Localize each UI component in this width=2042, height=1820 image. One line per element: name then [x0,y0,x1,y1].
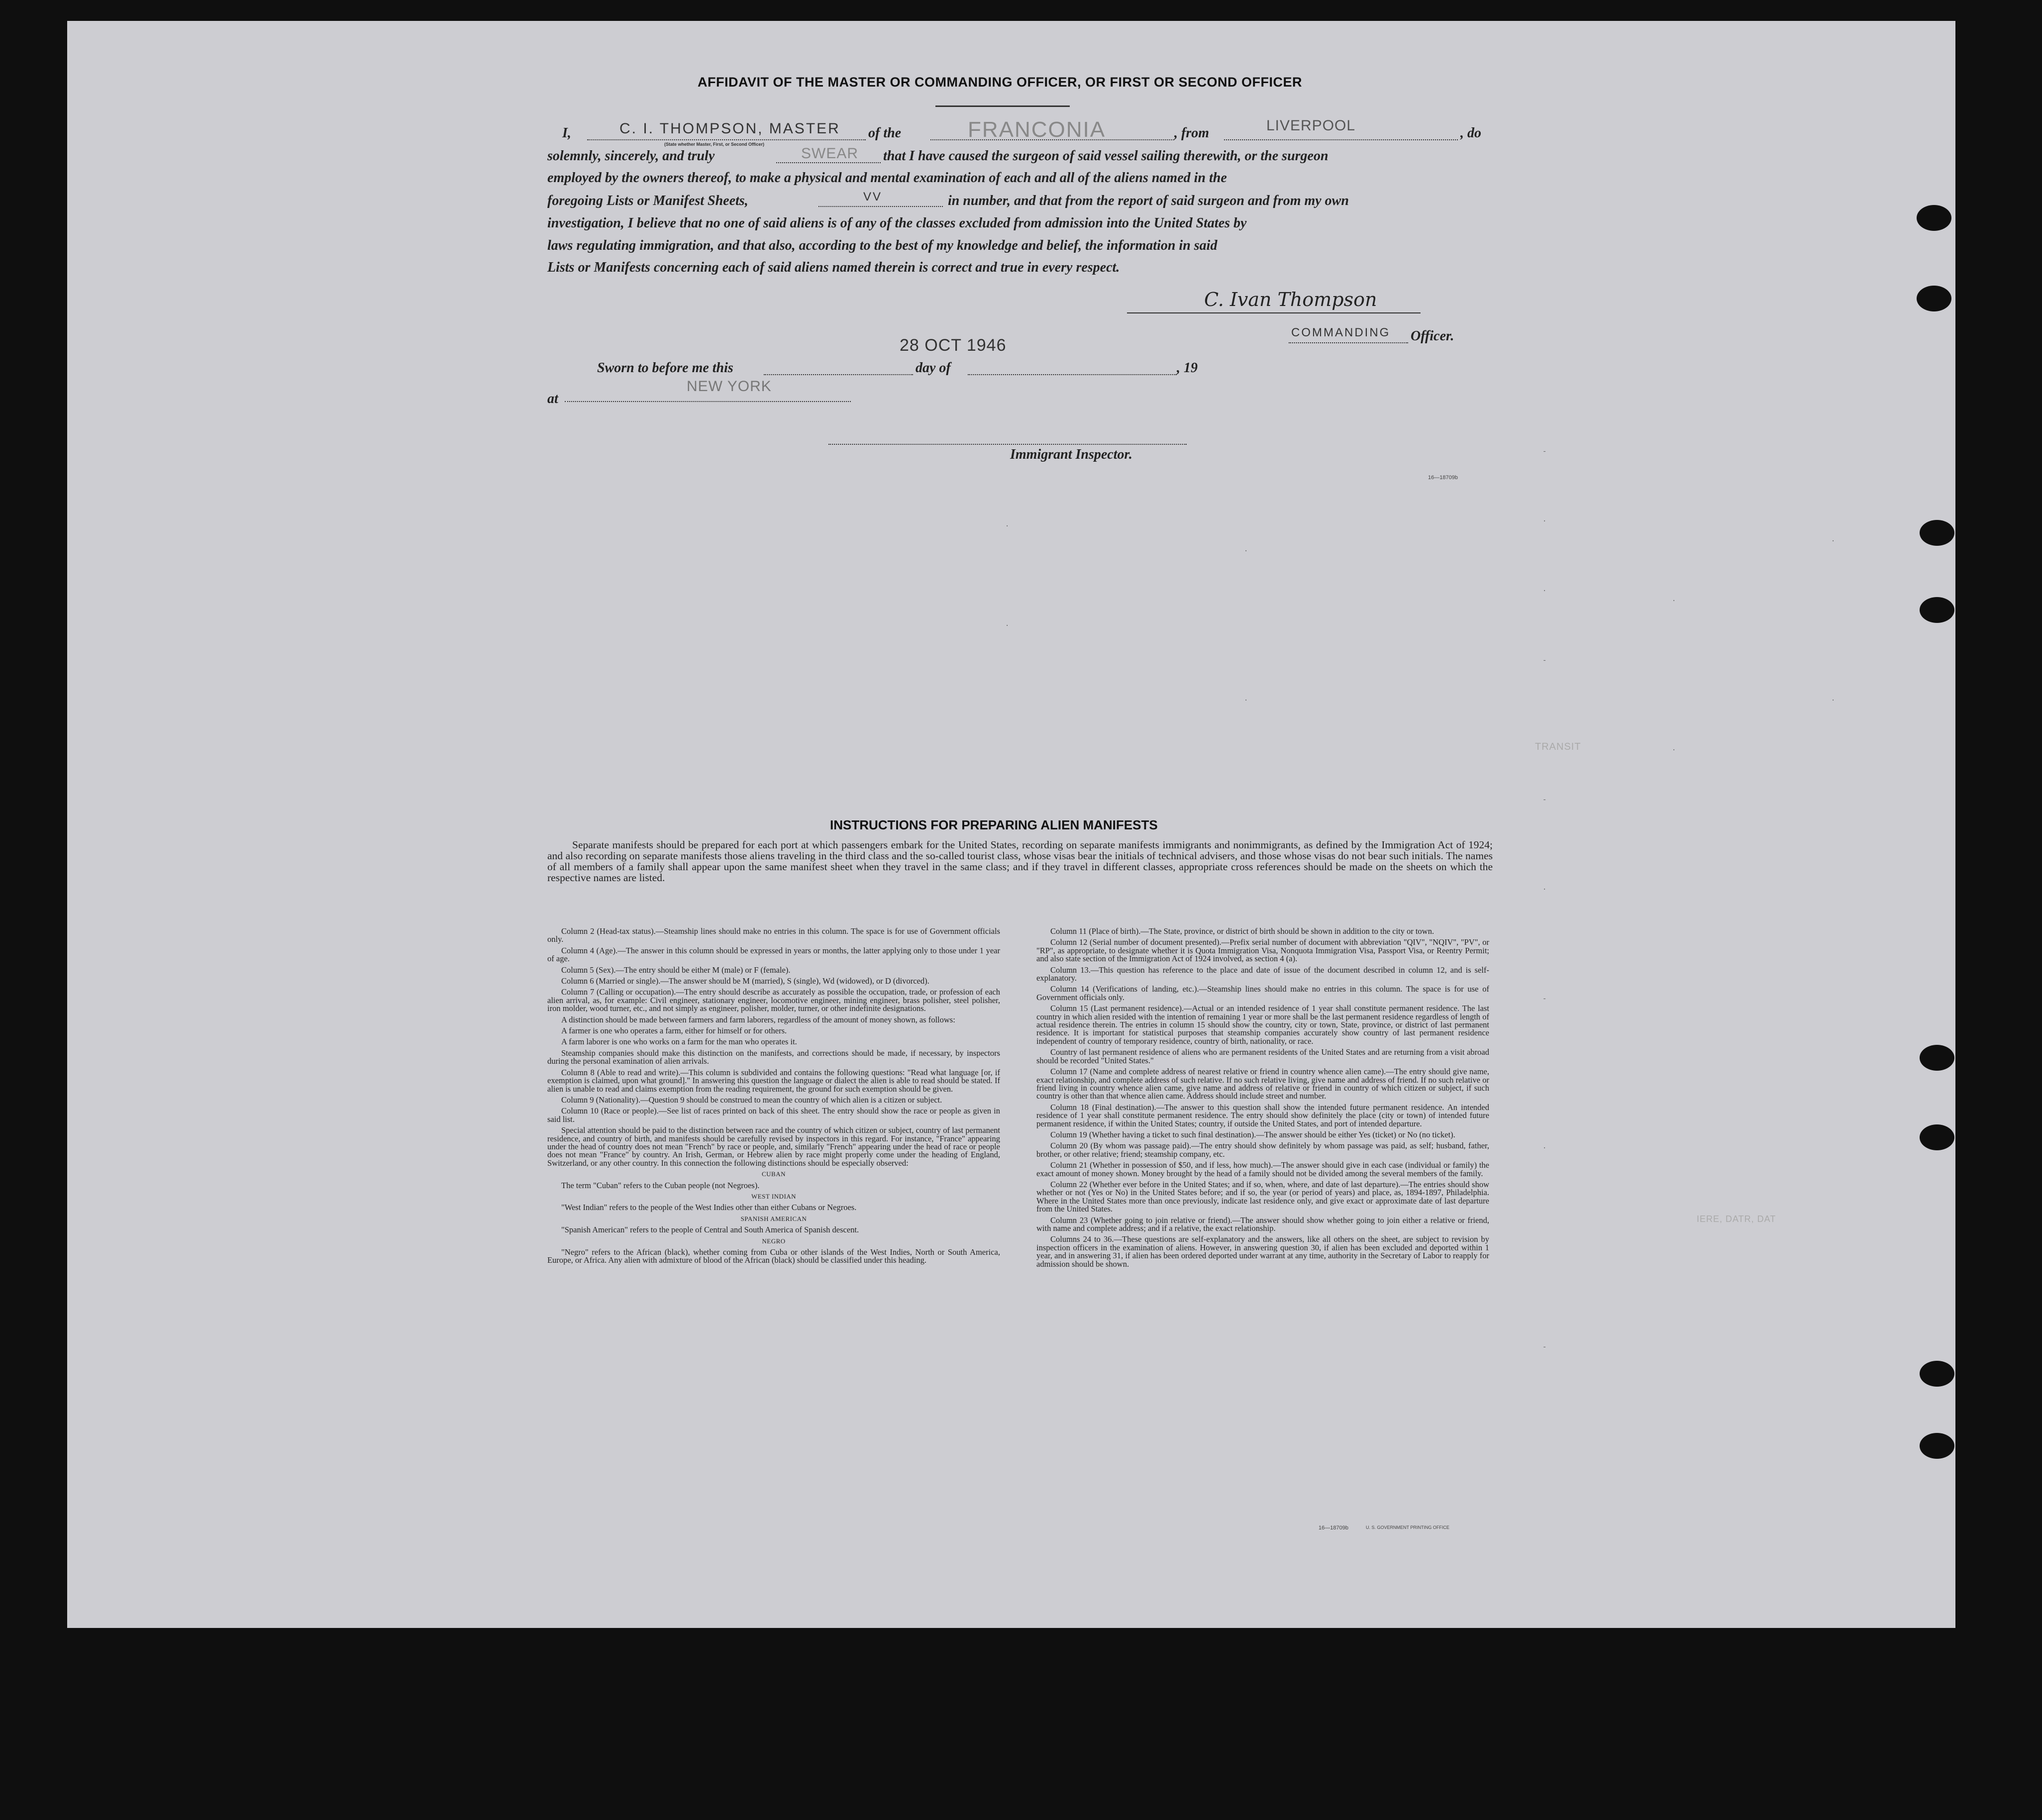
dot-speck: · [1542,1144,1547,1152]
instruction-paragraph: Column 17 (Name and complete address of nearest relative or friend in country whence alien came).—The entry should give name, exact relationship, and complete address of such relative. If no such relative living, give name and address of friend. If no such relative or friend living in country whence alien came, give name and address of relative or friend in country of which citizen or subject, if such country is other than that whence alien came. Address should include street and number. [1036,1067,1489,1101]
instruction-paragraph: Column 7 (Calling or occupation).—The entry should describe as accurately as possible the occupation, trade, or profession of each alien arrival, as, for example: Civil engineer, stationary engineer, locomotive engineer, mining engineer, brass polisher, steel polisher, iron molder, wood turner, etc., and not simply as engineer, polisher, molder, turner, or other indefinite designations. [547,987,1000,1013]
instruction-paragraph: Column 20 (By whom was passage paid).—The entry should show definitely by whom passage was paid, as self; husband, father, brother, or other relative; friend; steamship company, etc. [1036,1141,1489,1159]
location-stamp: NEW YORK [687,378,772,395]
instruction-paragraph: Column 14 (Verifications of landing, etc.).—Steamship lines should make no entries in this column. The space is for use of Government officials only. [1036,984,1489,1002]
instruction-paragraph: Column 5 (Sex).—The entry should be either M (male) or F (female). [561,965,791,975]
line3: employed by the owners thereof, to make a physical and mental examination of each and all of the aliens named in the [547,170,1227,186]
instruction-paragraph: Column 23 (Whether going to join relative or friend).—The answer should show whether going to join either a relative or friend, with name and complete address; and if a relative, the exact relationship. [1036,1215,1489,1233]
margin-mark-transit: TRANSIT [1535,741,1581,752]
ship-name-rule [930,139,1174,140]
swear-stamp: SWEAR [801,145,859,162]
day-of-text: day of [916,360,951,376]
sworn-date-stamp: 28 OCT 1946 [900,336,1007,355]
affidavit-title: AFFIDAVIT OF THE MASTER OR COMMANDING OFFICER, OR FIRST OR SECOND OFFICER [698,75,1302,90]
section-heading-cuban: CUBAN [761,1170,786,1178]
instruction-paragraph: Column 4 (Age).—The answer in this column should be expressed in years or months, the latter applying only to those under 1 year of age. [547,945,1000,964]
line4b: in number, and that from the report of said surgeon and from my own [948,193,1349,208]
instruction-paragraph: Columns 24 to 36.—These questions are self-explanatory and the answers, like all others on the sheet, are subject to revision by inspection officers in the examination of aliens. However, in answering question 30, if alien has been excluded and deported within 1 year, and in answering 31, if alien has been ordered deported under warrant at any time, authority in the Secretary of Labor to reapply for admission should be shown. [1036,1234,1489,1269]
punch-hole [1917,286,1951,311]
instruction-paragraph: Column 8 (Able to read and write).—This column is subdivided and contains the following questions: "Read what language [or, if exemption is claimed, upon what ground]." In answering this question the language or dialect the alien is able to read should be stated. If alien is unable to read and claims exemption from the reading requirement, the ground for such exemption should be given. [547,1067,1000,1094]
punch-hole [1920,1045,1954,1071]
line5: investigation, I believe that no one of said aliens is of any of the classes excluded from admission into the United States by [547,215,1247,231]
dot-speck: · [1831,697,1836,705]
instruction-paragraph: Column 10 (Race or people).—See list of races printed on back of this sheet. The entry should show the race or people as given in said list. [547,1106,1000,1124]
dot-speck: · [1542,886,1547,894]
dot-speck: - [1542,657,1547,665]
dot-speck: - [1542,1343,1547,1351]
instruction-paragraph: Column 11 (Place of birth).—The State, province, or district of birth should be shown in addition to the city or town. [1050,926,1434,936]
sheet-count-field: VV [863,190,883,203]
officer-word: Officer. [1411,328,1454,344]
instruction-paragraph: Column 22 (Whether ever before in the United States; and if so, when, where, and date of last departure).—The entries should show whether or not (Yes or No) in the United States before; and if so, the year (or period of years) and place, as, 1894-1897, Philadelphia. Where in the United States more than once previously, indicate last residence only, and give exact or approximate date of last departure from the United States. [1036,1179,1489,1214]
footer-form-number: 16—18709b [1319,1525,1348,1531]
dot-speck: · [1005,622,1010,630]
sheet-count-rule [818,206,943,207]
instruction-paragraph: Country of last permanent residence of aliens who are permanent residents of the United States and are returning from a visit abroad should be recorded "United States." [1036,1047,1489,1065]
instruction-paragraph: A farm laborer is one who works on a farm for the man who operates it. [561,1037,797,1047]
punch-hole [1920,597,1954,623]
intro-paragraph: Separate manifests should be prepared for each port at which passengers embark for the United States, recording on separate manifests immigrants and nonimmigrants, as defined by the Immigration Act of 1924; and also recording on separate manifests those aliens traveling in the third class and the so-called tourist class, whose visas bear the initials of technical advisers, and those whose visas do not bear such initials. The names of all members of a family shall appear upon the same manifest sheet when they travel in the same class; and if they travel in different classes, appropriate cross references should be made on the sheets on which the respective names are listed. [547,839,1493,884]
instruction-paragraph: Column 15 (Last permanent residence).—Actual or an intended residence of 1 year shall constitute permanent residence. The last country in which alien resided with the intention of remaining 1 year or more shall be the last permanent residence regardless of length of actual residence therein. The entries in column 15 should show the country, city or town, State, province, or district of last permanent residence. It is important for statistical purposes that steamship companies accurately show country of last permanent residence independent of country of temporary residence, country of birth, nationality, or race. [1036,1004,1489,1046]
rank-field: COMMANDING [1291,326,1391,339]
instruction-paragraph: "Negro" refers to the African (black), whether coming from Cuba or other islands of the West Indies, North or South America, Europe, or Africa. Any alien with admixture of blood of the African (black) should be classified under this heading. [547,1247,1000,1265]
instructions-title: INSTRUCTIONS FOR PREPARING ALIEN MANIFESTS [830,817,1158,832]
dot-speck: - [1542,796,1547,804]
dot-speck: · [1244,547,1248,555]
rank-rule [1289,342,1408,343]
instruction-paragraph: Column 21 (Whether in possession of $50, and if less, how much).—The answer should give in each case (individual or family) the exact amount of money shown. Money brought by the head of a family should not be divided among the several members of the family. [1036,1160,1489,1178]
instruction-paragraph: Column 9 (Nationality).—Question 9 should be construed to mean the country of which alien is a citizen or subject. [561,1095,942,1105]
punch-hole [1920,520,1954,546]
instructions-intro [547,839,1493,883]
officer-note: (State whether Master, First, or Second Officer) [664,142,765,147]
dot-speck: - [1542,995,1547,1003]
port-stamp: LIVERPOOL [1266,117,1356,134]
dot-speck: · [1831,537,1836,545]
sworn-month-rule [968,374,1177,375]
punch-hole [1920,1124,1954,1150]
instruction-paragraph: Column 13.—This question has reference to the place and date of issue of the document described in column 12, and is self-explanatory. [1036,965,1489,983]
punch-hole [1920,1433,1954,1459]
sworn-day-rule [764,374,913,375]
dot-speck: - [1542,448,1547,456]
line6: laws regulating immigration, and that also, according to the best of my knowledge and belief, the information in said [547,238,1218,253]
dot-speck: · [1672,597,1676,605]
section-heading-west-indian: WEST INDIAN [751,1192,797,1200]
signature-rule [1127,312,1421,313]
margin-mark-date: IERE, DATR, DAT [1697,1214,1776,1224]
instruction-paragraph: A distinction should be made between farmers and farm laborers, regardless of the amount of money shown, as follows: [561,1014,955,1024]
officer-name-field: C. I. THOMPSON, MASTER [619,120,840,137]
line7: Lists or Manifests concerning each of said aliens named therein is correct and true in every respect. [547,260,1120,275]
location-rule [565,401,851,402]
instruction-paragraph: Special attention should be paid to the distinction between race and the country of which citizen or subject, country of last permanent residence, and country of birth, and manifests should be carefully revised by inspectors in this regard. For instance, "France" appearing under the head of country does not mean "French" by race or people, and, similarly "French" appearing under the head of race or people does not mean "France" by country. An Irish, German, or Hebrew alien by race might properly come under the heading of England, Switzerland, or any other country. In this connection the following distinctions should be especially observed: [547,1125,1000,1168]
inspector-rule [828,444,1187,445]
line4a: foregoing Lists or Manifest Sheets, [547,193,748,208]
section-heading-negro: NEGRO [762,1237,786,1245]
officer-signature: C. Ivan Thompson [1204,289,1377,310]
punch-hole [1920,1361,1954,1387]
swear-rule [776,162,881,163]
dot-speck: · [1672,746,1676,754]
do-text: , do [1460,125,1481,141]
instruction-paragraph: A farmer is one who operates a farm, either for himself or for others. [561,1026,787,1036]
instruction-paragraph: "West Indian" refers to the people of the West Indies other than either Cubans or Negroes. [561,1203,857,1213]
instruction-paragraph: Column 2 (Head-tax status).—Steamship lines should make no entries in this column. The space is for use of Government officials only. [547,926,1000,944]
punch-hole [1917,205,1951,231]
footer-printer: U. S. GOVERNMENT PRINTING OFFICE [1366,1525,1449,1530]
line1-start: I, [562,125,571,141]
line2b: that I have caused the surgeon of said vessel sailing therewith, or the surgeon [883,148,1328,164]
officer-name-rule [587,139,866,140]
inspector-label: Immigrant Inspector. [1010,447,1132,462]
ship-name-stamp: FRANCONIA [968,117,1106,142]
instruction-paragraph: Column 12 (Serial number of document presented).—Prefix serial number of document with abbreviation "QIV", "NQIV", "PV", or "RP", as appropriate, to designate whether it is Quota Immigration Visa, Nonquota Immigration Visa, Passport Visa, or Reentry Permit; and also state section of the Immigration Act of 1924 involved, as section 4 (a). [1036,937,1489,964]
sworn-text: Sworn to before me this [597,360,733,376]
dot-speck: · [1542,517,1547,525]
dot-speck: · [1005,522,1010,530]
of-the-text: of the [868,125,902,141]
instruction-paragraph: Column 6 (Married or single).—The answer should be M (married), S (single), Wd (widowed), or D (divorced). [561,976,929,986]
year-prefix: , 19 [1177,360,1198,376]
from-text: , from [1174,125,1209,141]
instruction-paragraph: Column 19 (Whether having a ticket to such final destination).—The answer should be either Yes (ticket) or No (no ticket). [1050,1129,1455,1139]
instruction-paragraph: The term "Cuban" refers to the Cuban people (not Negroes). [561,1180,760,1190]
instruction-paragraph: Steamship companies should make this distinction on the manifests, and corrections should be made, if necessary, by inspectors during the personal examination of alien arrivals. [547,1048,1000,1066]
dot-speck: · [1244,697,1248,705]
at-text: at [547,391,558,406]
title-underline [935,105,1070,107]
instruction-paragraph: "Spanish American" refers to the people of Central and South America of Spanish descent. [561,1225,859,1235]
port-rule [1224,139,1458,140]
instructions-left-column [547,927,1000,1268]
instruction-paragraph: Column 18 (Final destination).—The answer to this question shall show the intended future permanent residence. An intended residence of 1 year shall constitute permanent residence. The entry should show definitely the place (city or town) of intended future permanent residence, if within the United States; country, if outside the United States, and port of intended departure. [1036,1102,1489,1128]
line2a: solemnly, sincerely, and truly [547,148,715,164]
affidavit-form-number: 16—18709b [1428,475,1458,481]
dot-speck: · [1542,587,1547,595]
instructions-right-column [1036,927,1489,1271]
section-heading-spanish-american: SPANISH AMERICAN [740,1214,807,1222]
